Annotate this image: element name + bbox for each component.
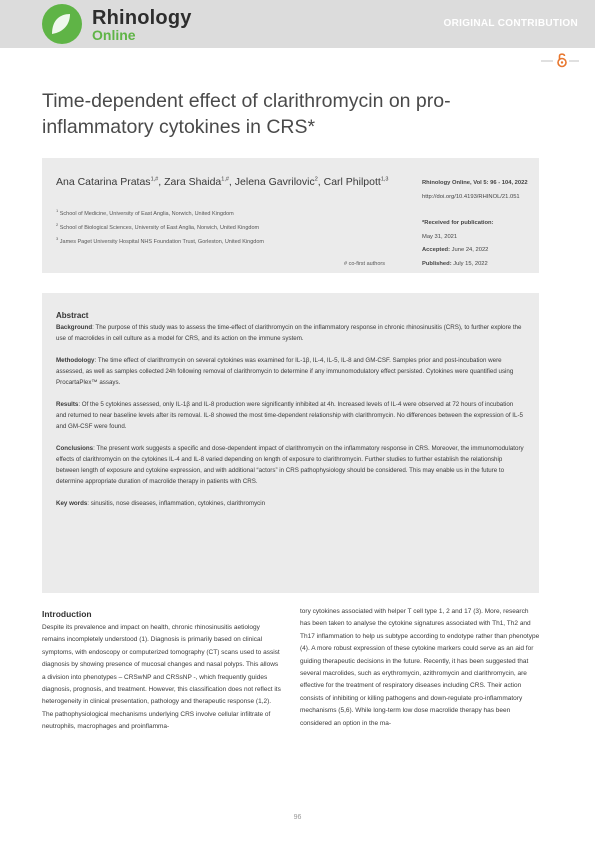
abstract-keywords: Key words: sinusitis, nose diseases, inflammation, cytokines, clarithromycin: [56, 500, 266, 507]
abstract-box: [42, 293, 539, 593]
affiliation: $^3$ James Paget University Hospital NHS Foundation Trust, Gorleston, United Kingdom: [56, 236, 264, 245]
abstract-methodology: Methodology: The time effect of clarithromycin on several cytokines was examined for IL-1β, IL-4, IL-5, IL-8 and GM-CSF. Samples prior and post-incubation were assessed, as well as samples collected 24h following removal of clarithromycin to determine if any immunomodulatory effect persisted. Cytokines were quantified using ProcartaPlex™ assays.: [56, 357, 514, 386]
abstract-background: Background: The purpose of this study was to assess the time-effect of clarithromycin on the inflammatory response in chronic rhinosinusitis (CRS), to further explore the use of macrolides in cell culture as a model for CRS, and its action on the immune system.: [56, 324, 522, 342]
abstract-heading: Abstract: [56, 311, 89, 320]
received-date: May 31, 2021: [422, 234, 458, 240]
accepted-date: Accepted: June 24, 2022: [422, 247, 489, 253]
journal-sub: Online: [92, 27, 136, 43]
author-info-box: [42, 158, 539, 273]
page-number: 96: [293, 814, 302, 821]
doi-link[interactable]: http://doi.org/10.4193/RHINOL/21.051: [422, 194, 520, 200]
leaf-icon: [50, 12, 72, 36]
introduction-text: Despite its prevalence and impact on health, chronic rhinosinusitis aetiology remains incompletely understood (1). Diagnosis is primarily based on clinical symptoms, with endoscopy or computerized tomography (CT) scans used to assist diagnosis by showing presence of mucosal changes and nasal polyps. This allows a division into phenotypes – CRSwNP and CRSsNP -, which frequently guides diagnosis, prognosis, and treatment. However, this classification does not reflect its heterogeneity in clinical presentation, pathology and therapeutic response (1,2). The pathophysiological mechanisms underlying CRS involve cellular infiltrate of neutrophils, macrophages and proinflamma-: [42, 624, 281, 731]
abstract-results: Results: Of the 5 cytokines assessed, only IL-1β and IL-8 production were significantly inhibited at 4h. Increased levels of IL-4 were observed at 72 hours of incubation and returned to near baseline levels after its removal. IL-8 showed the most time-dependent relationship with clarithromycin. No differences between the expression of IL-5 and GM-CSF were found.: [56, 401, 523, 430]
introduction-text: tory cytokines associated with helper T cell type 1, 2 and 17 (3). More, research has been taken to analyse the cytokine signatures associated with Th1, Th2 and Th17 inflammation to help us subtype according to endotype rather than phenotype (4). A more robust expression of these cytokine markers could serve as an aid for guiding therapeutic decisions in the future. Recently, it has been suggested that several macrolides, such as erythromycin, azithromycin and clarithromycin, are effective for the treatment of respiratory diseases including CRS. Their action consists of inhibiting or killing pathogens and down-regulate pro-inflammatory mechanisms (5,6). While long-term low dose macrolide therapy has been considered an option in the ma-: [300, 608, 540, 727]
open-access-lock-icon: [541, 52, 581, 68]
introduction-heading: Introduction: [42, 609, 92, 619]
section-label: ORIGINAL CONTRIBUTION: [443, 18, 578, 29]
author-name: Zara Shaida: [164, 176, 222, 188]
affiliation: $^2$ School of Biological Sciences, University of East Anglia, Norwich, United Kingdom: [56, 222, 260, 231]
author-name: Ana Catarina Pratas: [56, 176, 151, 188]
author-name: Carl Philpott: [323, 176, 381, 188]
affiliation: $^1$ School of Medicine, University of East Anglia, Norwich, United Kingdom: [56, 208, 234, 217]
journal-header: [0, 0, 595, 48]
journal-citation: Rhinology Online, Vol 5: 96 - 104, 2022: [422, 180, 528, 186]
body-column-left: [42, 622, 282, 734]
author-list: Ana Catarina Pratas$^{1,\#}$, Zara Shaida$^{1,\#}$, Jelena Gavrilovic$^2$, Carl Philpott$^{1,3}$: [56, 176, 389, 188]
journal-name: Rhinology: [92, 7, 192, 29]
abstract-conclusions: Conclusions: The present work suggests a specific and dose-dependent impact of clarithromycin on the inflammatory response in CRS. Moreover, the immunomodulatory effects of clarithromycin on the cytokines IL-4 and IL-8 varied depending on length of exposure to clarithromycin. Further studies to further establish the relationship between length of exposure and cytokine expression, and with additional “actors” in CRS pathophysiology should be considered. This may enable us in the future to determine appropriate duration of macrolide therapy in patients with CRS.: [56, 445, 524, 485]
cofirst-note: # co-first authors: [344, 261, 385, 267]
published-date: Published: July 15, 2022: [422, 261, 488, 267]
article-title: Time-dependent effect of clarithromycin on pro-inflammatory cytokines in CRS*: [42, 90, 451, 138]
received-label: *Received for publication:: [422, 220, 494, 226]
author-name: Jelena Gavrilovic: [234, 176, 315, 188]
body-column-right: [300, 606, 540, 730]
